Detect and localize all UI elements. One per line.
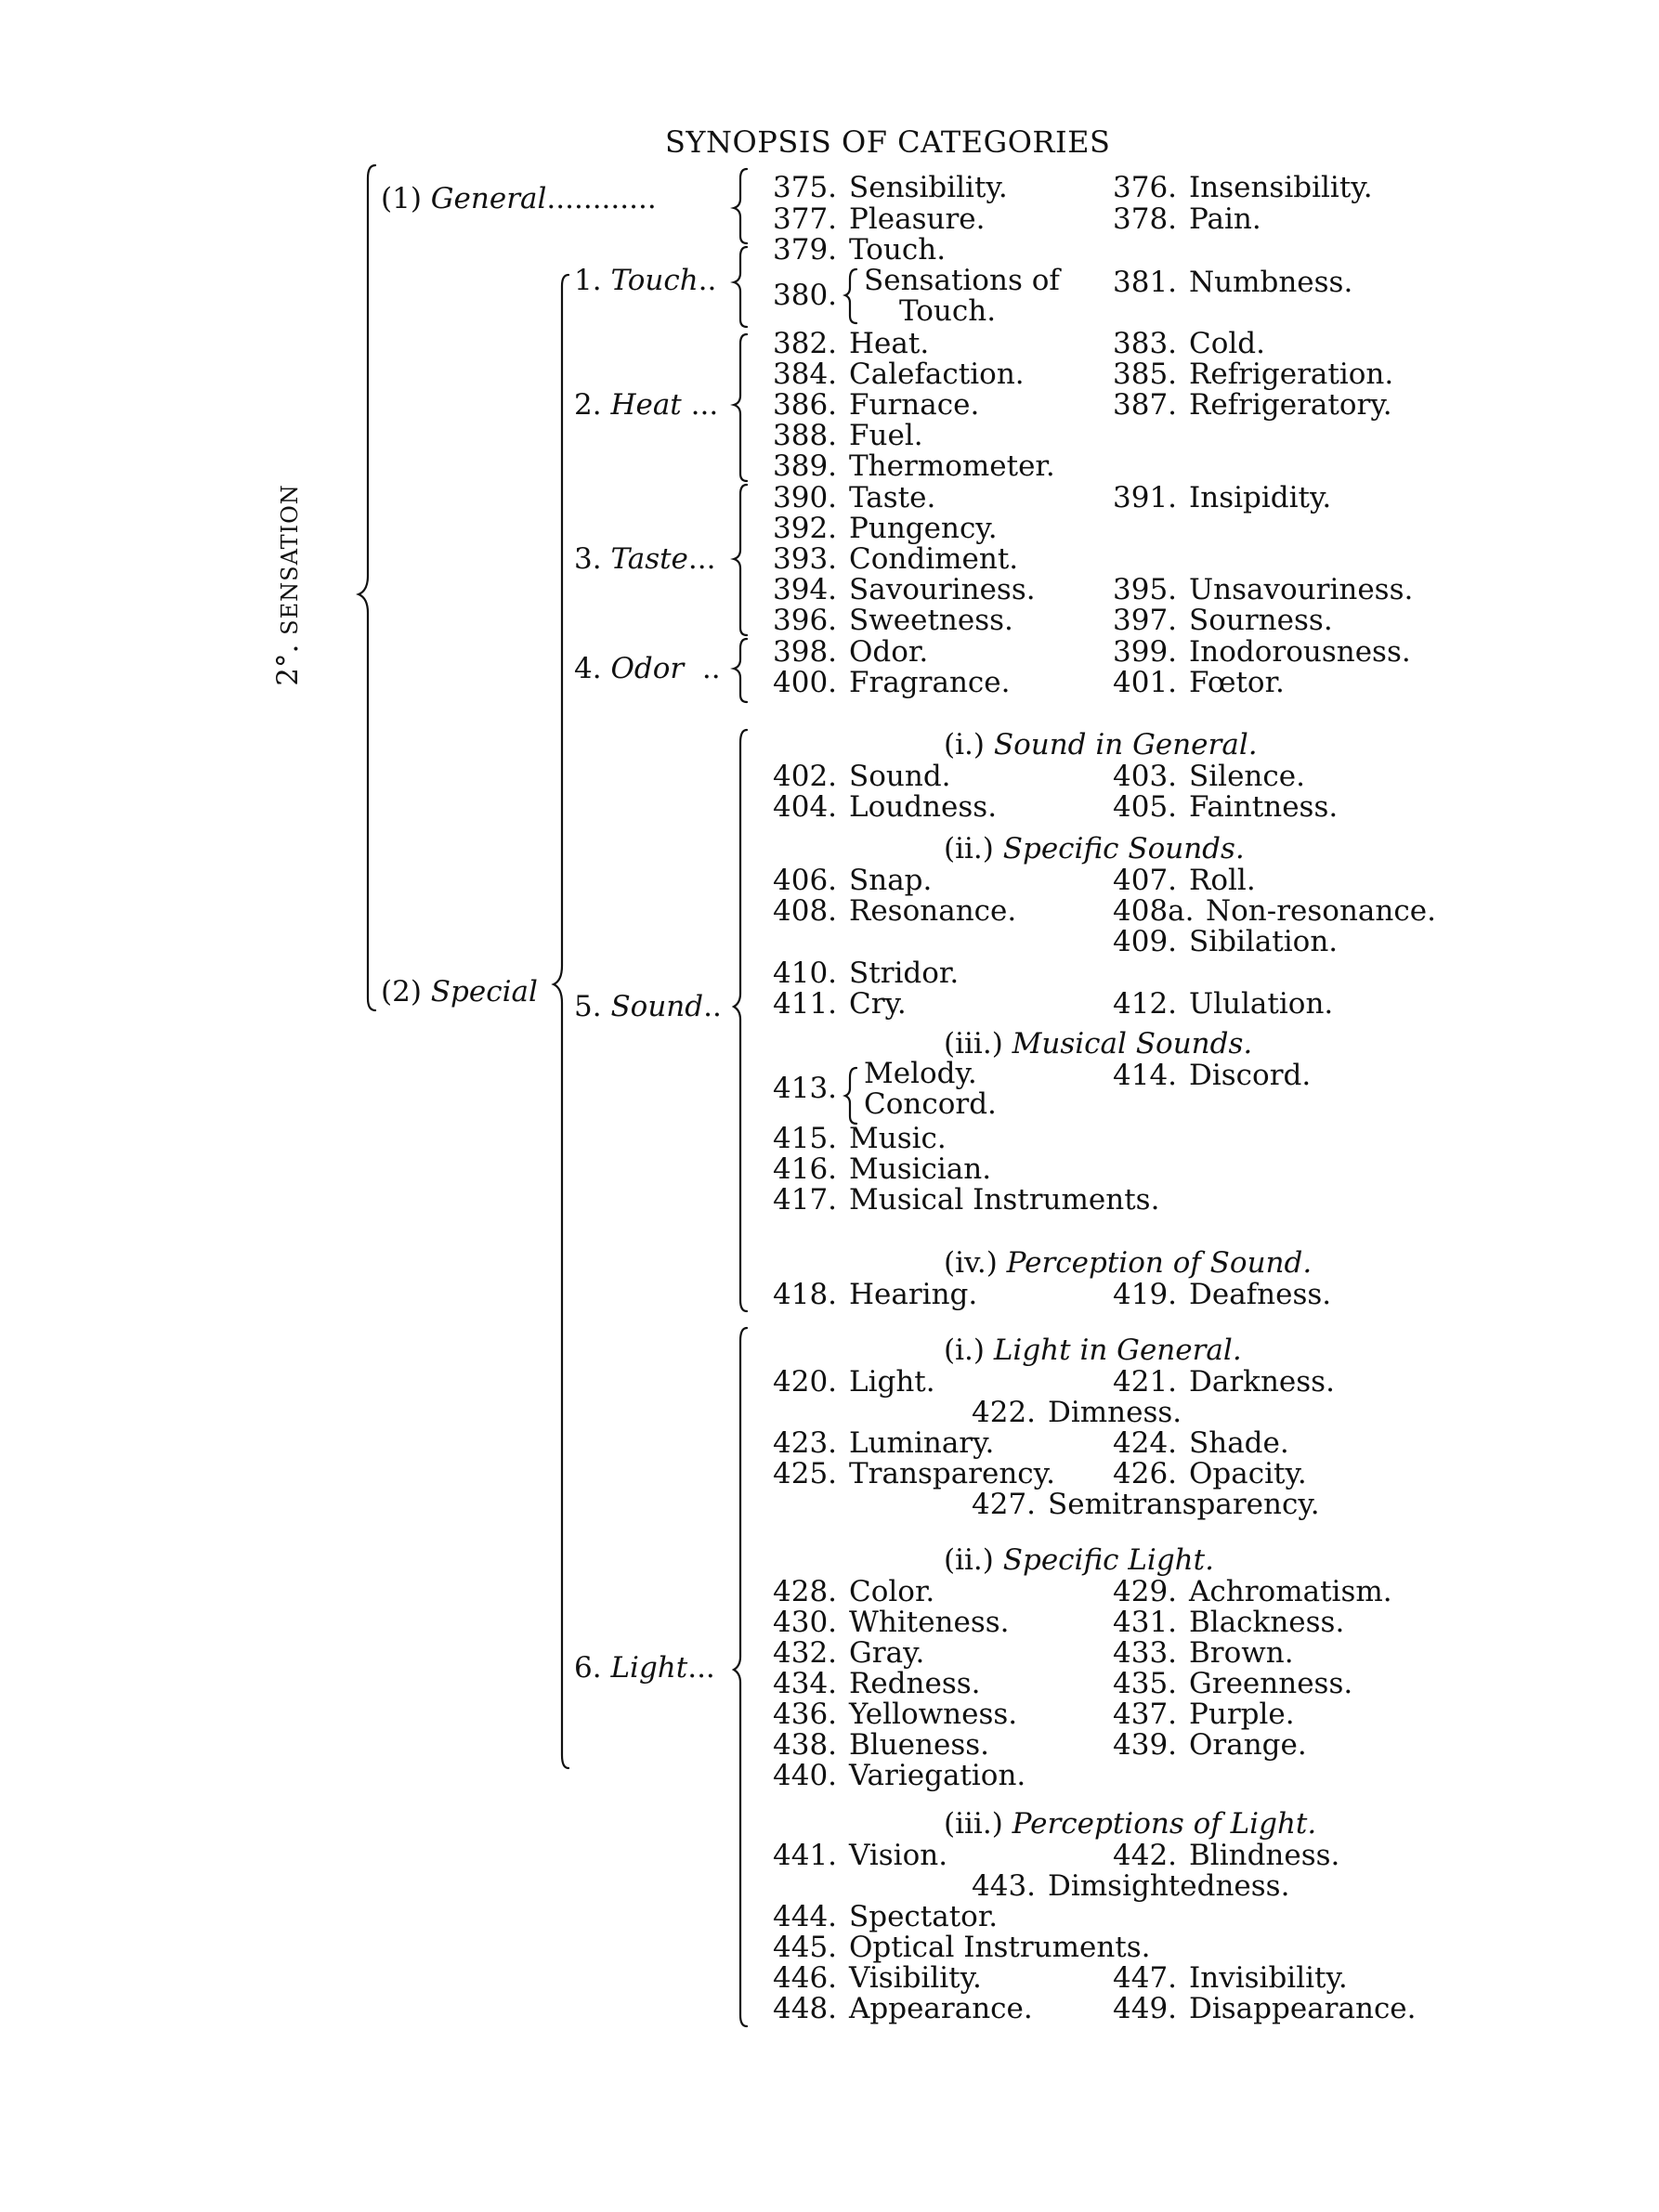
category-name: Condiment. xyxy=(849,542,1019,576)
category-name: Thermometer. xyxy=(849,449,1055,483)
category-name: Pleasure. xyxy=(849,202,986,236)
category-name: Light. xyxy=(849,1365,935,1399)
category-number: 426. xyxy=(1113,1457,1178,1490)
category-number: 406. xyxy=(773,864,838,897)
category-name: Refrigeration. xyxy=(1189,358,1394,391)
category-number: 386. xyxy=(773,388,838,422)
category-name: Unsavouriness. xyxy=(1189,573,1414,606)
subhead: (ii.) Specific Light. xyxy=(944,1543,1214,1577)
category-number: 449. xyxy=(1113,1992,1178,2025)
category-entry xyxy=(1113,635,1411,669)
category-number: 383. xyxy=(1113,327,1178,360)
category-entry xyxy=(1113,987,1333,1021)
subhead: (iii.) Perceptions of Light. xyxy=(944,1807,1317,1841)
category-entry xyxy=(1113,894,1436,928)
category-name: Taste. xyxy=(849,481,936,514)
category-entry xyxy=(1113,1457,1307,1490)
category-name: Cold. xyxy=(1189,327,1265,360)
category-entry xyxy=(1113,666,1285,699)
category-entry xyxy=(773,635,928,669)
category-entry xyxy=(773,1931,1151,1964)
category-entry xyxy=(773,1961,982,1995)
category-entry xyxy=(773,419,923,452)
category-number: 401. xyxy=(1113,666,1178,699)
category-name: Savouriness. xyxy=(849,573,1036,606)
category-number: 391. xyxy=(1113,481,1178,514)
category-number: 433. xyxy=(1113,1636,1178,1670)
subhead: (i.) Sound in General. xyxy=(944,728,1258,761)
category-entry xyxy=(773,864,932,897)
category-name: Luminary. xyxy=(849,1426,995,1460)
sense-light: 6. Light... xyxy=(574,1651,715,1685)
category-number: 381. xyxy=(1113,266,1178,299)
category-number: 431. xyxy=(1113,1606,1178,1639)
category-number: 395. xyxy=(1113,573,1178,606)
category-number: 428. xyxy=(773,1575,838,1608)
category-name: Vision. xyxy=(849,1839,948,1872)
category-name: Whiteness. xyxy=(849,1606,1010,1639)
sense-heat: 2. Heat ... xyxy=(574,388,719,422)
category-number: 422. xyxy=(972,1396,1037,1429)
category-entry xyxy=(773,666,1010,699)
category-entry xyxy=(972,1396,1182,1429)
category-entry xyxy=(773,1183,1159,1217)
category-number: 389. xyxy=(773,449,838,483)
category-entry xyxy=(773,358,1025,391)
category-number: 425. xyxy=(773,1457,838,1490)
category-entry xyxy=(1113,388,1392,422)
category-number: 411. xyxy=(773,987,838,1021)
category-entry xyxy=(1113,358,1393,391)
category-name: Insensibility. xyxy=(1189,171,1373,204)
category-entry xyxy=(1113,1839,1339,1872)
category-name: Achromatism. xyxy=(1189,1575,1392,1608)
category-name: Visibility. xyxy=(849,1961,982,1995)
category-name: Musical Instruments. xyxy=(849,1183,1160,1217)
category-number: 432. xyxy=(773,1636,838,1670)
category-number: 393. xyxy=(773,542,838,576)
category-name: Dimness. xyxy=(1048,1396,1182,1429)
category-number: 442. xyxy=(1113,1839,1178,1872)
category-number: 427. xyxy=(972,1488,1037,1521)
category-name: Heat. xyxy=(849,327,930,360)
category-entry xyxy=(773,449,1055,483)
category-entry xyxy=(773,1278,977,1311)
category-number: 408a. xyxy=(1113,894,1195,928)
category-entry xyxy=(773,1606,1010,1639)
category-entry xyxy=(1113,925,1338,958)
category-entry xyxy=(1113,1278,1331,1311)
category-number: 440. xyxy=(773,1759,838,1792)
category-name: Snap. xyxy=(849,864,933,897)
category-entry xyxy=(773,327,929,360)
category-entry xyxy=(1113,604,1333,637)
category-name: Darkness. xyxy=(1189,1365,1335,1399)
category-name: Yellowness. xyxy=(849,1698,1018,1731)
category-name: Calefaction. xyxy=(849,358,1025,391)
category-entry xyxy=(773,481,935,514)
category-entry xyxy=(1113,1961,1348,1995)
category-number: 434. xyxy=(773,1667,838,1700)
category-entry xyxy=(1113,1636,1294,1670)
category-number: 399. xyxy=(1113,635,1178,669)
category-number: 408. xyxy=(773,894,838,928)
category-entry xyxy=(1113,1365,1335,1399)
category-entry xyxy=(1113,202,1261,236)
category-name: Sourness. xyxy=(1189,604,1333,637)
category-entry xyxy=(1113,1667,1352,1700)
category-entry xyxy=(773,388,979,422)
category-entry xyxy=(1113,481,1331,514)
category-name: Shade. xyxy=(1189,1426,1289,1460)
category-entry xyxy=(1113,790,1338,824)
category-number: 420. xyxy=(773,1365,838,1399)
category-entry xyxy=(1113,573,1413,606)
category-number: 414. xyxy=(1113,1059,1178,1092)
category-entry xyxy=(773,1365,935,1399)
category-name: Sound. xyxy=(849,760,951,793)
category-entry xyxy=(773,1839,947,1872)
category-entry xyxy=(773,760,951,793)
category-entry xyxy=(773,202,986,236)
category-entry xyxy=(773,233,946,267)
category-number: 377. xyxy=(773,202,838,236)
category-number: 417. xyxy=(773,1183,838,1217)
category-entry xyxy=(773,266,1060,327)
category-entry xyxy=(1113,327,1265,360)
category-name: Hearing. xyxy=(849,1278,978,1311)
category-name: Stridor. xyxy=(849,956,960,990)
category-number: 403. xyxy=(1113,760,1178,793)
category-name: Invisibility. xyxy=(1189,1961,1348,1995)
category-name: Variegation. xyxy=(849,1759,1026,1792)
category-entry xyxy=(1113,760,1305,793)
category-name: Refrigeratory. xyxy=(1189,388,1392,422)
sense-sound: 5. Sound.. xyxy=(574,990,722,1023)
category-name: Deafness. xyxy=(1189,1278,1332,1311)
category-name: Purple. xyxy=(1189,1698,1295,1731)
category-entry xyxy=(773,894,1016,928)
category-number: 409. xyxy=(1113,925,1178,958)
category-entry xyxy=(1113,171,1373,204)
category-entry xyxy=(1113,266,1352,299)
category-name: Sibilation. xyxy=(1189,925,1339,958)
category-number: 419. xyxy=(1113,1278,1178,1311)
category-number: 407. xyxy=(1113,864,1178,897)
category-name: Blindness. xyxy=(1189,1839,1340,1872)
category-entry xyxy=(773,1059,997,1120)
subhead: (ii.) Specific Sounds. xyxy=(944,832,1245,865)
category-name-continued: Touch. xyxy=(899,294,997,328)
category-name: Non-resonance. xyxy=(1206,894,1436,928)
category-number: 447. xyxy=(1113,1961,1178,1995)
category-name: Music. xyxy=(849,1122,947,1155)
section-name: SENSATION xyxy=(277,484,303,635)
category-name: Spectator. xyxy=(849,1900,999,1933)
category-name: Brown. xyxy=(1189,1636,1294,1670)
category-number: 439. xyxy=(1113,1728,1178,1762)
category-name: Redness. xyxy=(849,1667,981,1700)
category-name: Blackness. xyxy=(1189,1606,1345,1639)
category-name: Discord. xyxy=(1189,1059,1312,1092)
category-number: 397. xyxy=(1113,604,1178,637)
category-entry xyxy=(773,1636,924,1670)
category-number: 402. xyxy=(773,760,838,793)
category-entry xyxy=(1113,1426,1289,1460)
group-special: (2) Special xyxy=(381,975,538,1008)
category-number: 394. xyxy=(773,573,838,606)
sense-touch: 1. Touch.. xyxy=(574,264,717,297)
category-entry xyxy=(773,987,907,1021)
category-name-continued: Concord. xyxy=(864,1087,997,1121)
category-entry xyxy=(1113,1992,1417,2025)
category-name: Melody. xyxy=(864,1057,977,1090)
category-number: 443. xyxy=(972,1869,1037,1903)
category-entry xyxy=(773,512,998,545)
sense-taste: 3. Taste... xyxy=(574,542,716,576)
category-entry xyxy=(773,1992,1033,2025)
category-number: 415. xyxy=(773,1122,838,1155)
sense-odor: 4. Odor .. xyxy=(574,652,721,685)
category-number: 446. xyxy=(773,1961,838,1995)
category-number: 375. xyxy=(773,171,838,204)
category-number: 436. xyxy=(773,1698,838,1731)
category-number: 441. xyxy=(773,1839,838,1872)
category-name: Greenness. xyxy=(1189,1667,1353,1700)
category-number: 424. xyxy=(1113,1426,1178,1460)
category-name: Furnace. xyxy=(849,388,980,422)
section-numeral: 2°. xyxy=(271,644,305,686)
category-number: 376. xyxy=(1113,171,1178,204)
category-name: Resonance. xyxy=(849,894,1017,928)
category-number: 396. xyxy=(773,604,838,637)
category-number: 418. xyxy=(773,1278,838,1311)
category-entry xyxy=(1113,1698,1295,1731)
category-name: Roll. xyxy=(1189,864,1256,897)
category-entry xyxy=(773,1759,1025,1792)
category-number: 387. xyxy=(1113,388,1178,422)
category-entry xyxy=(773,542,1018,576)
category-entry xyxy=(1113,864,1256,897)
category-entry xyxy=(773,790,997,824)
category-name: Pungency. xyxy=(849,512,998,545)
category-entry xyxy=(1113,1728,1307,1762)
category-number: 435. xyxy=(1113,1667,1178,1700)
category-number: 385. xyxy=(1113,358,1178,391)
category-number: 416. xyxy=(773,1152,838,1186)
category-name: Opacity. xyxy=(1189,1457,1307,1490)
subhead: (iv.) Perception of Sound. xyxy=(944,1246,1313,1280)
category-name: Dimsightedness. xyxy=(1048,1869,1290,1903)
group-general: (1) General............ xyxy=(381,182,657,215)
category-number: 384. xyxy=(773,358,838,391)
category-name: Musician. xyxy=(849,1152,992,1186)
category-name: Semitransparency. xyxy=(1048,1488,1320,1521)
category-entry xyxy=(773,1457,1055,1490)
category-name: Fœtor. xyxy=(1189,666,1285,699)
category-number: 378. xyxy=(1113,202,1178,236)
category-entry xyxy=(773,956,959,990)
category-name: Sweetness. xyxy=(849,604,1013,637)
category-name: Gray. xyxy=(849,1636,925,1670)
category-number: 412. xyxy=(1113,987,1178,1021)
category-entry xyxy=(773,573,1036,606)
category-number: 410. xyxy=(773,956,838,990)
category-number: 390. xyxy=(773,481,838,514)
category-name: Color. xyxy=(849,1575,935,1608)
category-name: Appearance. xyxy=(849,1992,1033,2025)
category-number: 430. xyxy=(773,1606,838,1639)
category-name: Inodorousness. xyxy=(1189,635,1411,669)
category-number: 448. xyxy=(773,1992,838,2025)
category-name: Sensibility. xyxy=(849,171,1008,204)
category-entry xyxy=(773,1122,947,1155)
category-number: 388. xyxy=(773,419,838,452)
category-name: Transparency. xyxy=(849,1457,1055,1490)
category-number: 404. xyxy=(773,790,838,824)
category-name: Blueness. xyxy=(849,1728,989,1762)
category-name: Ululation. xyxy=(1189,987,1334,1021)
category-number: 413. xyxy=(773,1071,838,1105)
category-number: 400. xyxy=(773,666,838,699)
category-entry xyxy=(773,1667,981,1700)
category-name: Orange. xyxy=(1189,1728,1307,1762)
category-name: Fragrance. xyxy=(849,666,1011,699)
subhead: (iii.) Musical Sounds. xyxy=(944,1027,1253,1060)
category-entry xyxy=(1113,1575,1392,1608)
category-name: Faintness. xyxy=(1189,790,1339,824)
category-entry xyxy=(773,171,1008,204)
category-entry xyxy=(773,1728,989,1762)
category-entry xyxy=(773,604,1013,637)
category-name: Silence. xyxy=(1189,760,1305,793)
category-number: 382. xyxy=(773,327,838,360)
category-entry xyxy=(773,1698,1017,1731)
category-entry xyxy=(972,1488,1320,1521)
category-name: Sensations of xyxy=(864,264,1060,297)
category-number: 421. xyxy=(1113,1365,1178,1399)
category-name: Odor. xyxy=(849,635,929,669)
category-entry xyxy=(972,1869,1289,1903)
subhead: (i.) Light in General. xyxy=(944,1334,1242,1367)
category-name: Cry. xyxy=(849,987,907,1021)
category-number: 405. xyxy=(1113,790,1178,824)
category-number: 392. xyxy=(773,512,838,545)
category-entry xyxy=(1113,1606,1344,1639)
category-number: 445. xyxy=(773,1931,838,1964)
category-entry xyxy=(773,1152,991,1186)
category-number: 379. xyxy=(773,233,838,267)
category-number: 437. xyxy=(1113,1698,1178,1731)
category-entry xyxy=(773,1900,998,1933)
category-name: Insipidity. xyxy=(1189,481,1332,514)
category-name: Disappearance. xyxy=(1189,1992,1417,2025)
category-entry xyxy=(773,1426,994,1460)
category-number: 380. xyxy=(773,278,838,312)
page-title: SYNOPSIS OF CATEGORIES xyxy=(665,124,1111,160)
category-name: Loudness. xyxy=(849,790,998,824)
category-name: Optical Instruments. xyxy=(849,1931,1151,1964)
category-entry xyxy=(1113,1059,1311,1092)
category-number: 444. xyxy=(773,1900,838,1933)
category-number: 423. xyxy=(773,1426,838,1460)
category-name: Fuel. xyxy=(849,419,923,452)
category-number: 429. xyxy=(1113,1575,1178,1608)
category-entry xyxy=(773,1575,934,1608)
category-name: Pain. xyxy=(1189,202,1261,236)
category-name: Touch. xyxy=(849,233,947,267)
category-number: 438. xyxy=(773,1728,838,1762)
category-number: 398. xyxy=(773,635,838,669)
category-name: Numbness. xyxy=(1189,266,1353,299)
